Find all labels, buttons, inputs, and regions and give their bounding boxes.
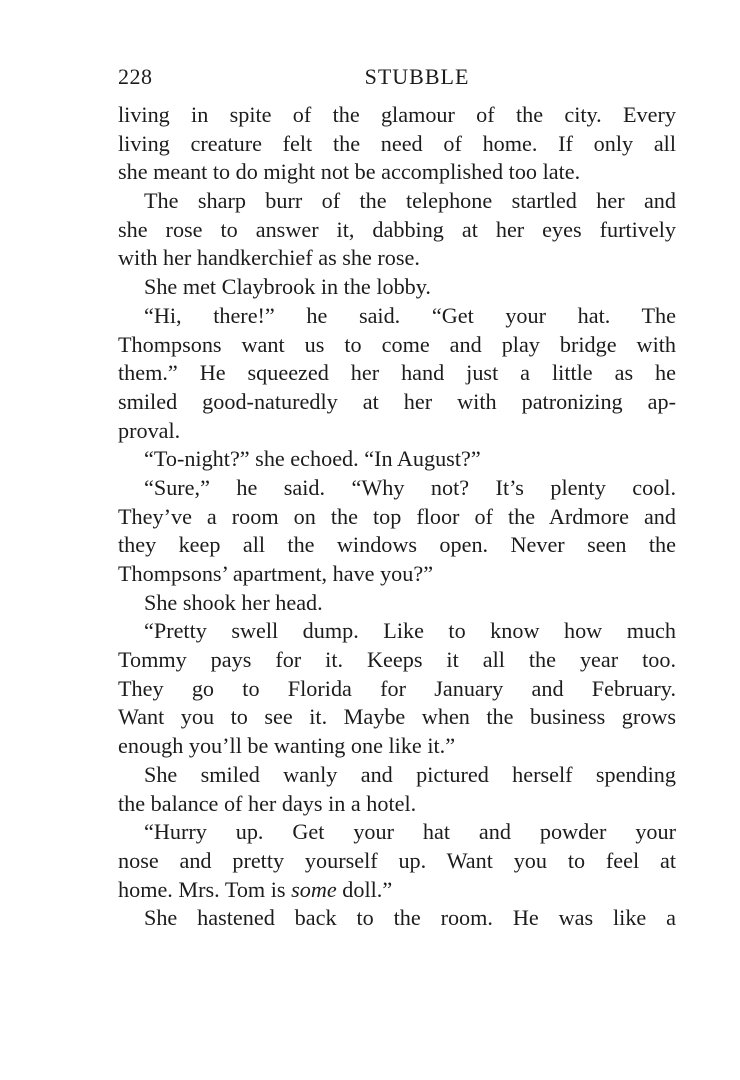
text-line (118, 359, 676, 388)
text-line (118, 474, 676, 503)
text-line (118, 273, 676, 302)
text-line-content: living in spite of the glamour of the city. Every (118, 102, 676, 127)
text-line-content: with her handkerchief as she rose. (118, 245, 420, 271)
text-line (118, 560, 676, 589)
text-line-content: She smiled wanly and pictured herself spending (144, 761, 676, 787)
text-line-content: living creature felt the need of home. If only all (118, 130, 676, 156)
text-line-content: Thompsons’ apartment, have you?” (118, 561, 434, 586)
text-line (118, 216, 676, 245)
text-line (118, 130, 676, 159)
text-line (118, 244, 676, 273)
text-line-content: They’ve a room on the top floor of the Ardmore and (118, 503, 676, 529)
text-line-content: She shook her head. (144, 589, 323, 615)
page-header (118, 60, 676, 94)
text-line (118, 589, 676, 618)
text-line-content: “Sure,” he said. “Why not? It’s plenty cool. (144, 474, 676, 500)
text-line-content: the balance of her days in a hotel. (118, 790, 417, 816)
text-line-content: “To-night?” she echoed. “In August?” (144, 446, 481, 472)
text-line-tail: doll.” (336, 876, 393, 902)
text-line (118, 818, 676, 847)
text-line (118, 876, 676, 905)
text-line (118, 158, 676, 187)
text-line (118, 388, 676, 417)
text-line-content: They go to Florida for January and February. (118, 675, 676, 701)
text-line (118, 790, 676, 819)
text-line-content: home. Mrs. Tom is (118, 876, 286, 902)
text-line (118, 417, 676, 446)
text-line (118, 331, 676, 360)
text-line-content: She met Claybrook in the lobby. (144, 274, 431, 300)
page-number: 228 (118, 64, 153, 89)
text-line-content: them.” He squeezed her hand just a little as he (118, 360, 676, 386)
text-line-content: Thompsons want us to come and play bridge with (118, 331, 676, 357)
text-line-content: “Hurry up. Get your hat and powder your (144, 819, 676, 845)
text-line-content: Tommy pays for it. Keeps it all the year too. (118, 647, 676, 673)
text-line (118, 761, 676, 790)
text-line-content: The sharp burr of the telephone startled her and (144, 188, 676, 214)
text-line (118, 617, 676, 646)
text-line-content: enough you’ll be wanting one like it.” (118, 733, 456, 759)
text-line (118, 675, 676, 704)
text-line-content: nose and pretty yourself up. Want you to feel at (118, 847, 676, 873)
text-line (118, 847, 676, 876)
text-line-content: “Pretty swell dump. Like to know how much (144, 618, 676, 644)
text-line-content: smiled good-naturedly at her with patronizing ap- (118, 388, 676, 414)
text-line-content: they keep all the windows open. Never seen the (118, 532, 676, 558)
text-line (118, 101, 676, 130)
text-line-content: she rose to answer it, dabbing at her eyes furtively (118, 216, 676, 242)
text-line (118, 187, 676, 216)
text-line (118, 531, 676, 560)
text-line (118, 732, 676, 761)
text-line (118, 445, 676, 474)
text-line-content: proval. (118, 417, 181, 443)
text-line-content: “Hi, there!” he said. “Get your hat. The (144, 302, 676, 328)
text-line (118, 302, 676, 331)
text-line-content: She hastened back to the room. He was like a (144, 905, 676, 931)
text-line (118, 904, 676, 933)
running-title: STUBBLE (364, 64, 470, 89)
text-line (118, 703, 676, 732)
text-line (118, 646, 676, 675)
emphasized-word: some (291, 876, 337, 902)
text-line (118, 503, 676, 532)
text-line-content: she meant to do might not be accomplished too late. (118, 159, 581, 185)
text-line-content: Want you to see it. Maybe when the business grows (118, 704, 676, 730)
body-text (118, 101, 676, 933)
